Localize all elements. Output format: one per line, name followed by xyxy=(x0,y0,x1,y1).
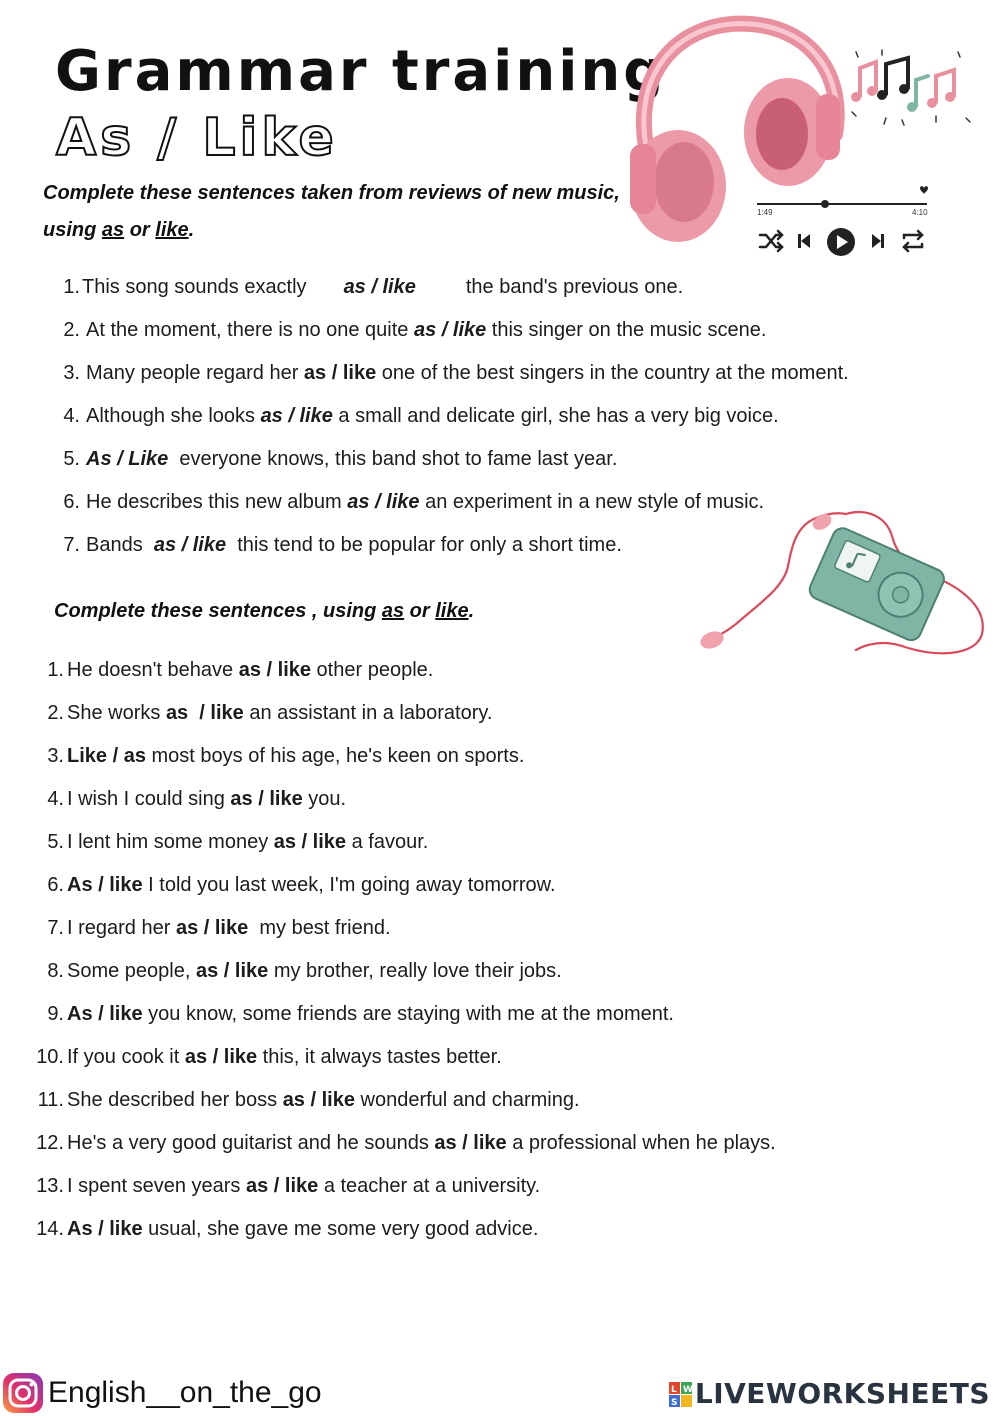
choice-as-like[interactable]: Like / as xyxy=(67,745,146,767)
item-text-post: an assistant in a laboratory. xyxy=(243,702,493,724)
item-text-post: my brother, really love their jobs. xyxy=(268,960,562,982)
music-player xyxy=(752,182,932,262)
item-text-pre: She works xyxy=(67,702,166,724)
choice-as-like[interactable]: as / like xyxy=(282,1089,355,1111)
item-text-post: you know, some friends are staying with me at the moment. xyxy=(142,1003,674,1025)
exercise-1-item-1 xyxy=(56,274,683,300)
exercise-1-item-6 xyxy=(56,489,764,515)
choice-as-like[interactable]: as / like xyxy=(273,831,347,853)
option-like: like xyxy=(435,600,469,622)
item-text-post: a teacher at a university. xyxy=(318,1175,541,1197)
choice-as-like[interactable]: As / like xyxy=(67,874,143,896)
option-like: like xyxy=(155,219,189,241)
time-total: 4:10 xyxy=(912,208,928,217)
item-text-pre: He doesn't behave xyxy=(67,659,239,681)
item-text-pre: Some people, xyxy=(67,960,196,982)
exercise-1-item-4 xyxy=(56,403,779,429)
item-text-post: this, it always tastes better. xyxy=(257,1046,502,1068)
music-notes-icon xyxy=(846,46,976,136)
item-number: 5. xyxy=(63,448,80,470)
choice-as-like[interactable]: as / like xyxy=(195,960,269,982)
item-number: 6. xyxy=(47,874,64,896)
mp3-player-icon xyxy=(696,506,992,664)
exercise-2-item-5 xyxy=(32,829,428,855)
item-text-post: the band's previous one. xyxy=(465,276,684,298)
exercise-2-item-11 xyxy=(32,1087,580,1113)
choice-as-like[interactable]: as / like xyxy=(434,1132,507,1154)
item-number: 1. xyxy=(63,276,80,298)
choice-as-like[interactable]: as / like xyxy=(238,659,311,681)
item-text-pre: At the moment, there is no one quite xyxy=(86,319,414,341)
instruction-text: Complete these sentences taken from reviews of new music, using xyxy=(43,182,620,241)
item-text-post: this singer on the music scene. xyxy=(486,319,767,341)
choice-as-like[interactable]: as / like xyxy=(347,491,420,513)
choice-as-like[interactable]: as / like xyxy=(260,405,333,427)
instruction-section-2 xyxy=(54,597,474,625)
item-number: 5. xyxy=(47,831,64,853)
item-text-post: my best friend. xyxy=(248,917,391,939)
item-number: 13. xyxy=(36,1175,64,1197)
item-number: 14. xyxy=(36,1218,64,1240)
choice-as-like[interactable]: as / like xyxy=(343,276,416,298)
item-text-pre: Although she looks xyxy=(86,405,261,427)
item-text-post: wonderful and charming. xyxy=(354,1089,580,1111)
item-text-pre: This song sounds exactly xyxy=(82,276,307,298)
instruction-section-1 xyxy=(43,175,623,249)
item-text-pre: Many people regard her xyxy=(86,362,304,384)
item-number: 3. xyxy=(47,745,64,767)
item-text-pre: She described her boss xyxy=(67,1089,283,1111)
repeat-icon xyxy=(904,231,922,251)
item-number: 9. xyxy=(47,1003,64,1025)
item-text-pre: He describes this new album xyxy=(86,491,348,513)
page-subtitle: As / Like xyxy=(56,108,338,168)
exercise-2-item-10 xyxy=(32,1044,502,1070)
item-text-post: other people. xyxy=(311,659,434,681)
instagram-icon[interactable] xyxy=(2,1372,44,1414)
item-text-post: you. xyxy=(302,788,347,810)
instagram-handle[interactable]: English__on_the_go xyxy=(48,1376,322,1409)
option-as: as xyxy=(101,219,125,241)
time-elapsed: 1:49 xyxy=(757,208,773,217)
progress-knob xyxy=(821,200,829,208)
item-number: 8. xyxy=(47,960,64,982)
item-text-post: a favour. xyxy=(346,831,429,853)
instruction-or: or xyxy=(404,600,436,622)
item-text-post: one of the best singers in the country at the moment. xyxy=(376,362,849,384)
logo-letter-s: S xyxy=(670,1398,678,1408)
item-text-post: usual, she gave me some very good advice. xyxy=(142,1218,539,1240)
item-text-post: I told you last week, I'm going away tomorrow. xyxy=(142,874,556,896)
item-number: 1. xyxy=(47,659,64,681)
choice-as-like[interactable]: As / like xyxy=(67,1003,143,1025)
item-text-pre: I wish I could sing xyxy=(67,788,231,810)
next-icon xyxy=(872,234,884,248)
item-number: 7. xyxy=(47,917,64,939)
exercise-1-item-2 xyxy=(56,317,766,343)
exercise-2-item-1 xyxy=(32,657,433,683)
choice-as-like[interactable]: as / like xyxy=(165,702,244,724)
liveworksheets-brand[interactable] xyxy=(669,1376,990,1412)
item-text-pre: Bands xyxy=(86,534,154,556)
exercise-2-item-14 xyxy=(32,1216,538,1242)
item-text-pre: If you cook it xyxy=(67,1046,185,1068)
item-text-post: this tend to be popular for only a short time. xyxy=(226,534,622,556)
item-number: 10. xyxy=(36,1046,64,1068)
page-title: Grammar training xyxy=(55,39,667,104)
item-number: 4. xyxy=(47,788,64,810)
item-text-post: an experiment in a new style of music. xyxy=(419,491,765,513)
logo-letter-l: L xyxy=(670,1385,678,1395)
choice-as-like[interactable]: as / like xyxy=(413,319,487,341)
heart-icon xyxy=(920,186,928,194)
item-text-post: everyone knows, this band shot to fame last year. xyxy=(168,448,618,470)
logo-letter-w: W xyxy=(682,1385,693,1395)
exercise-2-item-6 xyxy=(32,872,556,898)
item-text-pre: I regard her xyxy=(67,917,176,939)
exercise-2-item-9 xyxy=(32,1001,674,1027)
item-number: 11. xyxy=(37,1089,64,1111)
item-text-post: a small and delicate girl, she has a very big voice. xyxy=(332,405,779,427)
previous-icon xyxy=(798,234,810,248)
choice-as-like[interactable]: As / Like xyxy=(86,448,169,470)
item-number: 12. xyxy=(36,1132,64,1154)
option-as: as xyxy=(381,600,405,622)
exercise-1-item-7 xyxy=(56,532,622,558)
choice-as-like[interactable]: as / like xyxy=(245,1175,319,1197)
instruction-text: Complete these sentences , using xyxy=(54,600,382,622)
shuffle-icon xyxy=(760,231,782,251)
item-text-pre: I spent seven years xyxy=(67,1175,246,1197)
choice-as-like[interactable]: as / like xyxy=(303,362,377,384)
exercise-2-item-3 xyxy=(32,743,524,769)
item-number: 3. xyxy=(63,362,80,384)
item-text-pre: He's a very good guitarist and he sounds xyxy=(67,1132,435,1154)
item-number: 4. xyxy=(63,405,80,427)
exercise-2-item-4 xyxy=(32,786,346,812)
liveworksheets-logo-icon xyxy=(669,1382,693,1408)
item-text-post: a professional when he plays. xyxy=(506,1132,776,1154)
choice-as-like[interactable]: as / like xyxy=(175,917,249,939)
choice-as-like[interactable]: as / like xyxy=(153,534,227,556)
item-number: 7. xyxy=(63,534,80,556)
item-text-post: most boys of his age, he's keen on sports. xyxy=(145,745,525,767)
item-number: 6. xyxy=(63,491,80,513)
exercise-1-item-3 xyxy=(56,360,849,386)
choice-as-like[interactable]: As / like xyxy=(67,1218,143,1240)
exercise-2-item-2 xyxy=(32,700,492,726)
exercise-2-item-7 xyxy=(32,915,391,941)
choice-as-like[interactable]: as / like xyxy=(184,1046,258,1068)
liveworksheets-wordmark: LIVEWORKSHEETS xyxy=(694,1377,990,1410)
item-text-pre: I lent him some money xyxy=(67,831,274,853)
exercise-2-item-13 xyxy=(32,1173,540,1199)
exercise-2-item-8 xyxy=(32,958,562,984)
item-number: 2. xyxy=(63,319,80,341)
exercise-1-item-5 xyxy=(56,446,617,472)
instruction-end: . xyxy=(188,219,195,241)
instruction-or: or xyxy=(124,219,156,241)
exercise-2-item-12 xyxy=(32,1130,776,1156)
item-number: 2. xyxy=(47,702,64,724)
choice-as-like[interactable]: as / like xyxy=(230,788,303,810)
instruction-end: . xyxy=(468,600,475,622)
